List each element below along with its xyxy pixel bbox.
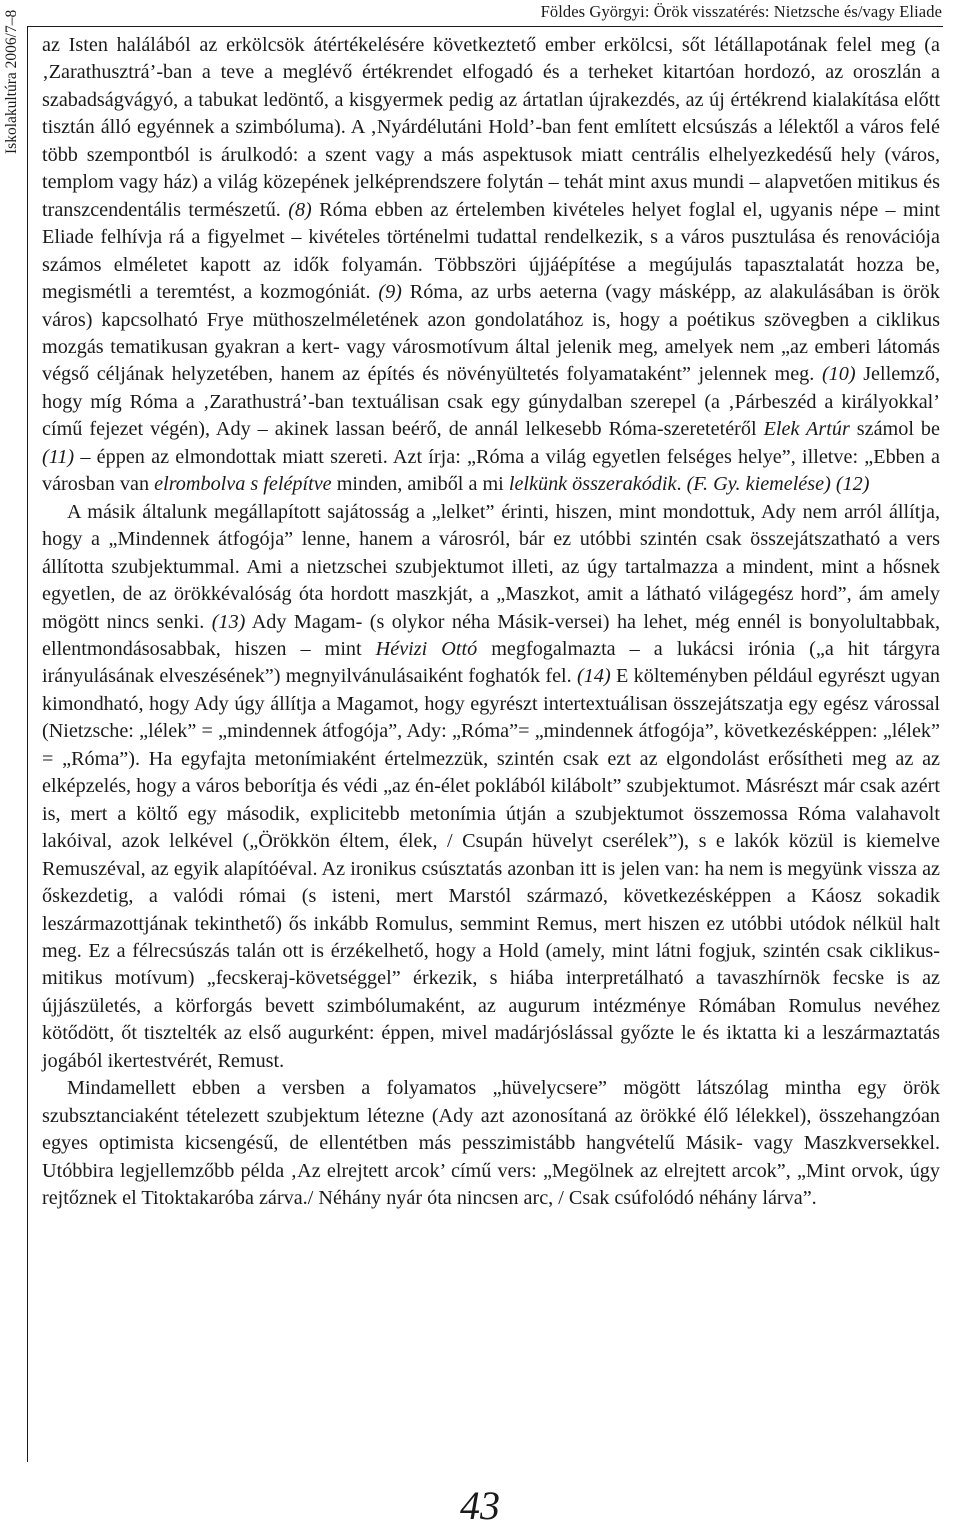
margin-rule-vertical (27, 26, 28, 1462)
body-text (42, 32, 940, 1212)
italic-run: Elek Artúr (763, 418, 850, 441)
italic-run: (14) (577, 665, 611, 688)
text-run: – éppen az elmondottak miatt szereti. Azt írja: „Róma a világ egyetlen felséges helye”, illetve: „Ebben a városban van (42, 445, 940, 496)
running-head: Földes Györgyi: Örök visszatérés: Nietzsche és/vagy Eliade (540, 2, 942, 21)
text-run: az Isten halálából az erkölcsök átértékelésére következtető ember erkölcsi, sőt létállapotának felel meg (a ‚Zarathusztrá’-ban a teve a meglévő értékrendet elfogadó és a terheket kitartóan hordozó, az oroszlán a szabadságvágyó, a tabukat ledöntő, a kisgyermek pedig az ártatlan újrakezdés, az új értékrend kialakítása előtt tisztán álló egyénnek a szimbóluma). A ‚Nyárdélutáni Hold’-ban fent említett elcsúszás a lélektől a város felé több szempontból is árulkodó: a szent vagy a más aspektusok miatt centrális elhelyezkedésű hely (város, templom vagy ház) a világ közepének jelképrendszere folytán – tehát mint axus mundi – alapvetően mitikus és transzcendentális természetű. (42, 34, 940, 221)
text-run: . (676, 473, 687, 496)
text-run: számol be (849, 418, 940, 441)
paragraph (42, 1075, 940, 1212)
italic-run: (10) (821, 363, 856, 386)
italic-run: (9) (378, 281, 402, 304)
text-run: Róma, az urbs aeterna (vagy másképp, az alakulásában is örök város) kapcsolható Frye müthoszelméletének azon gondolatához is, hogy a poétikus szövegben a ciklikus mozgás tematikusan gyakran a kert- vagy városmotívum által jelenik meg, amelyek nem „az emberi látomás végső céljának helyzetében, hanem az építés és növényültetés folyamataként” jelennek meg. (42, 281, 940, 386)
header-rule (27, 26, 943, 27)
italic-run: lelkünk összerakódik (508, 473, 677, 496)
text-run: minden, amiből a mi (331, 473, 509, 496)
italic-run: elrombolva s felépítve (154, 473, 332, 496)
italic-run: Hévizi Ottó (375, 637, 478, 660)
text-run: Mindamellett ebben a versben a folyamatos „hüvelycsere” mögött látszólag mintha egy örök szubsztanciaként tételezett szubjektum létezne (Ady azt azonosítaná az örökké élő lélekkel), összehangzóan egyes optimista kicsengésű, de ellentétben más pesszimistább hangvételű Másik- vagy Maszkversekkel. Utóbbira legjellemzőbb példa ‚Az elrejtett arcok’ című vers: „Megölnek az elrejtett arcok”, „Mint orvok, úgy rejtőznek el Titoktakaróba zárva./ Néhány nyár óta nincsen arc, / Csak csúfolódó néhány lárva”. (42, 1077, 940, 1210)
italic-run: (11) (42, 445, 75, 468)
paragraph (42, 499, 940, 1076)
page-number: 43 (460, 1483, 500, 1528)
italic-run: (8) (288, 198, 312, 221)
text-run: megfogalmazta – a lukácsi irónia („a hit tárgyra irányulásának elveszésének”) megnyilvánulásaiként foghatók fel. (42, 637, 940, 688)
text-run: Jellemző, hogy míg Róma a ‚Zarathustrá’-ban textuálisan csak egy gúnydalban szerepel (a ‚Párbeszéd a királyokkal’ című fejezet végén), Ady – akinek lassan beérő, de annál lelkesebb Róma-szeretetéről (42, 363, 940, 441)
text-run: A másik általunk megállapított sajátosság a „lelket” érinti, hiszen, mint mondottuk, Ady nem arról állítja, hogy a „Mindennek átfogója” lenne, hanem a városról, bár ez utóbbi szintén csak összejátszatható a vers állította szubjektummal. Ami a nietzschei szubjektumot illeti, az úgy tartalmazza a mindent, mint a hősnek egyetlen, de az örökkévalóság óta hordott maszkját, a „Maszkot, amit a látható világegész hord”, ám amely mögött nincs senki. (42, 500, 940, 633)
italic-run: (F. Gy. kiemelése) (12) (686, 473, 870, 496)
text-run: Róma ebben az értelemben kivételes helyet foglal el, ugyanis népe – mint Eliade felhívja rá a figyelmet – kivételes történelmi tudattal rendelkezik, s a város pusztulása és renovációja számos elméletet kapott az idők folyamán. Többszöri újjáépítése a megújulás tapasztalatát hozza be, megismétli a teremtést, a kozmogóniát. (42, 198, 940, 304)
italic-run: (13) (211, 610, 246, 633)
text-run: E költeményben például egyrészt ugyan kimondható, hogy Ady úgy állítja a Magamot, hogy egyrészt intertextuálisan összejátszatja egy egész várossal (Nietzsche: „lélek” = „mindennek átfogója”, Ady: „Róma”= „mindennek átfogója”, következésképpen: „lélek” = „Róma”). Ha egyfajta metonímiaként értelmezzük, szintén csak ezt az elgondolást erősítheti meg az az elképzelés, hogy a város beborítja és védi „az én-élet poklából kilábolt” szubjektumot. Másrészt már csak azért is, mert a költő egy második, explicitebb metonímia útján a szubjektumot összemossa Róma valahavolt lakóival, azok lelkével („Örökkön éltem, élek, / Csupán hüvelyt cserélek”), s e lakók közül is kiemelve Remuszéval, az egyik alapítóéval. Az ironikus csúsztatás azonban itt is jelen van: ha nem is megyünk vissza az őskezdetig, a valódi római (s isteni, mert Marstól származó, következésképpen a Káosz sokadik leszármazottjának tekinthető) ős inkább Romulus, semmint Remus, mert hiszen ez utóbbi utódok nélkül halt meg. Ez a félrecsúszás talán ott is érzékelhető, hogy a Hold (amely, mint látni fogjuk, szintén csak ciklikusmitikus motívum) „fecskeraj-követséggel” érkezik, s hiába interpretálható a tavaszhírnök fecske is az újjászületés, a körforgás bevett szimbólumaként, az augurum intézménye Rómában Romulus nevéhez kötődött, őt tisztelték az első augurként: éppen, mivel madárjóslással győzte le és iktatta ki a leszármaztatás jogából ikertestvérét, Remust. (42, 665, 940, 1072)
text-run: Ady Magam- (s olykor néha Másik-versei) ha lehet, még ennél is bonyolultabbak, ellentmondásosabbak, hiszen – mint (42, 610, 940, 660)
journal-label: Iskolakultúra 2006/7–8 (3, 10, 20, 155)
paragraph (42, 32, 940, 499)
